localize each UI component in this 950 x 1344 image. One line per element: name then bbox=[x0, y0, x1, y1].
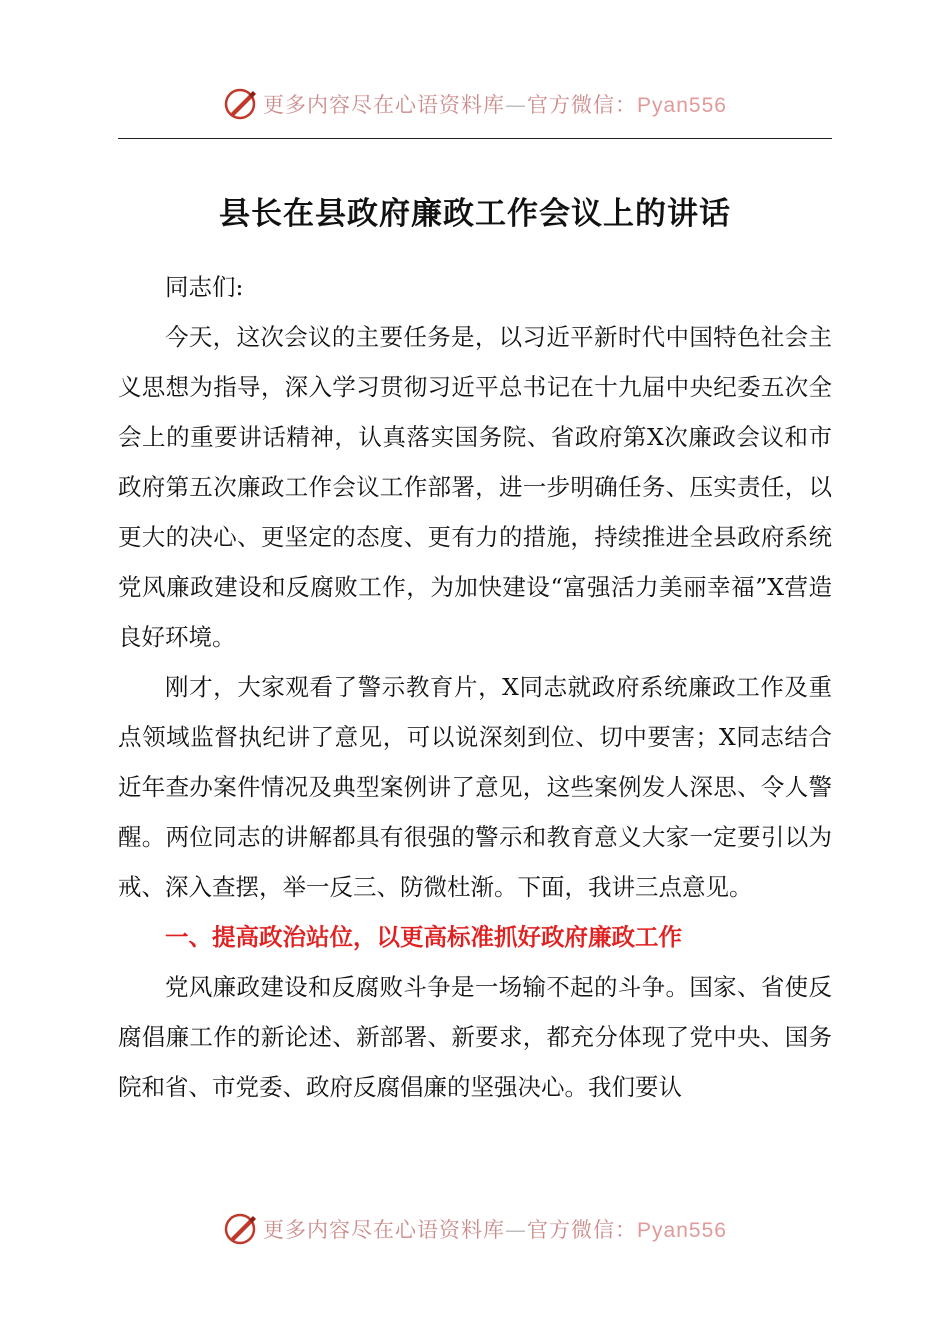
paragraph-2: 刚才，大家观看了警示教育片，X同志就政府系统廉政工作及重点领域监督执纪讲了意见，可以说深刻到位、切中要害；X同志结合近年查办案件情况及典型案例讲了意见，这些案例发人深思、令人警醒。两位同志的讲解都具有很强的警示和教育意义大家一定要引以为戒、深入查摆，举一反三、防微杜渐。下面，我讲三点意见。 bbox=[118, 673, 832, 901]
header-divider bbox=[118, 138, 832, 139]
greeting: 同志们: bbox=[165, 273, 244, 301]
pen-logo-icon bbox=[223, 1211, 259, 1247]
document-title: 县长在县政府廉政工作会议上的讲话 bbox=[219, 196, 731, 232]
section-heading-1: 一、提高政治站位，以更高标准抓好政府廉政工作 bbox=[165, 923, 682, 951]
pen-logo-icon bbox=[223, 86, 259, 122]
header-watermark bbox=[0, 84, 950, 124]
paragraph-1: 今天，这次会议的主要任务是，以习近平新时代中国特色社会主义思想为指导，深入学习贯彻习近平总书记在十九届中央纪委五次全会上的重要讲话精神，认真落实国务院、省政府第X次廉政会议和市政府第五次廉政工作会议工作部署，进一步明确任务、压实责任，以更大的决心、更坚定的态度、更有力的措施，持续推进全县政府系统党风廉政建设和反腐败工作，为加快建设“富强活力美丽幸福”X营造良好环境。 bbox=[118, 323, 832, 651]
footer-watermark bbox=[0, 1209, 950, 1249]
watermark-text: 更多内容尽在心语资料库—官方微信：Pyan556 bbox=[263, 1218, 727, 1242]
section-1-paragraph: 党风廉政建设和反腐败斗争是一场输不起的斗争。国家、省使反腐倡廉工作的新论述、新部署、新要求，都充分体现了党中央、国务院和省、市党委、政府反腐倡廉的坚强决心。我们要认 bbox=[118, 973, 832, 1101]
watermark-text: 更多内容尽在心语资料库—官方微信：Pyan556 bbox=[263, 93, 727, 117]
document-body bbox=[118, 262, 832, 1112]
